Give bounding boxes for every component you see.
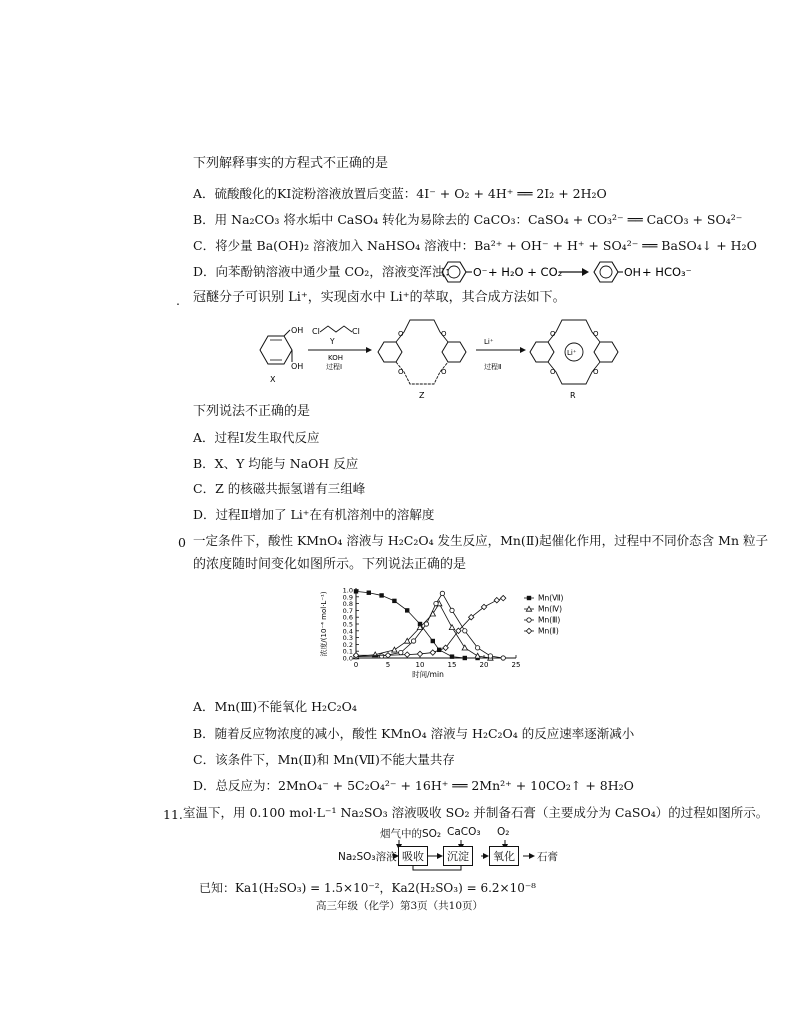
legend-label: Mn(Ⅶ) [538,593,564,603]
svg-text:OH: OH [291,362,304,371]
reagent-y [308,326,372,371]
series-2-point [379,654,383,658]
r-label: R [570,391,576,400]
series-3-point [430,650,435,655]
mn-concentration-chart [318,580,578,690]
y-tick-label: 0.8 [342,600,353,609]
svg-text:O: O [550,330,556,338]
series-0-point [392,599,396,603]
q8-d-equation [432,258,692,286]
y-tick-label: 1.0 [342,586,353,595]
series-1-point [449,625,454,630]
series-0-point [405,608,409,612]
q9-number: . [176,293,180,308]
svg-text:O: O [593,368,599,376]
series-2-point [488,654,492,658]
y-tick-label: 0.4 [342,627,353,636]
series-2-point [424,622,428,626]
d-eq-mid: + H₂O + CO₂ [488,265,563,279]
series-line-2 [356,593,503,658]
y-label: Y [330,337,335,346]
flow-top-o2: O₂ [497,826,510,838]
crown-ether-synthesis-figure [248,312,628,402]
series-0-point [463,656,467,660]
series-1-point [392,647,397,652]
y-tick-label: 0.5 [342,620,353,629]
q10-option-d: D．总反应为：2MnO₄⁻ + 5C₂O₄²⁻ + 16H⁺ ══ 2Mn²⁺ + 10CO₂↑ + 8H₂O [193,778,634,793]
x-tick-label: 20 [479,661,489,669]
q11-number: 11. [163,807,183,822]
x-label: X [270,375,276,384]
series-0-point [431,639,435,643]
series-3-point [385,653,390,658]
q9-stem: 冠醚分子可识别 Li⁺，实现卤水中 Li⁺的萃取，其合成方法如下。 [193,290,566,305]
x-axis-label: 时间/min [412,670,444,679]
compound-x [260,326,303,384]
x-tick-label: 0 [353,661,359,669]
series-2-point [475,646,479,650]
q10-stem-line1: 一定条件下，酸性 KMnO₄ 溶液与 H₂C₂O₄ 发生反应，Mn(Ⅱ)起催化作用，过程中不同价态含 Mn 粒子 [193,533,768,548]
o-minus-label: O⁻ [473,266,488,279]
svg-text:O: O [441,368,447,376]
svg-text:Li⁺: Li⁺ [484,338,494,346]
series-1-point [462,645,467,650]
legend-label: Mn(Ⅱ) [538,626,559,636]
series-0-point [450,654,454,658]
compound-z [378,320,466,400]
flow-input: Na₂SO₃溶液 [338,851,397,863]
q11-stem: 室温下，用 0.100 mol·L⁻¹ Na₂SO₃ 溶液吸收 SO₂ 并制备石膏（主要成分为 CaSO₄）的过程如图所示。 [183,805,769,820]
q10-option-c: C．该条件下，Mn(Ⅱ)和 Mn(Ⅶ)不能大量共存 [193,752,455,767]
q11-known: 已知：Ka1(H₂SO₃) = 1.5×10⁻²，Ka2(H₂SO₃) = 6.2×10⁻⁸ [199,881,536,895]
svg-text:过程Ⅰ: 过程Ⅰ [326,363,343,371]
q9-option-a: A．过程Ⅰ发生取代反应 [193,430,320,445]
series-0-point [379,593,383,597]
series-line-0 [356,591,490,658]
series-3-point [494,598,499,603]
q8-option-d: D．向苯酚钠溶液中通少量 CO₂，溶液变浑浊： [193,264,457,279]
legend-marker [527,596,531,600]
x-tick-label: 5 [385,661,391,669]
series-3-point [501,595,506,600]
svg-text:Cl: Cl [312,327,320,336]
svg-text:OH: OH [291,326,304,335]
d-eq-right: + HCO₃⁻ [642,265,692,279]
series-0-point [354,589,358,593]
x-tick-label: 25 [511,661,521,669]
legend-label: Mn(Ⅲ) [538,615,561,625]
legend-label: Mn(Ⅳ) [538,604,562,614]
series-2-point [450,608,454,612]
series-2-point [501,656,505,660]
series-2-point [440,591,444,595]
y-tick-label: 0.2 [342,640,353,649]
q8-option-b: B．用 Na₂CO₃ 将水垢中 CaSO₄ 转化为易除去的 CaCO₃：CaSO₄ + CO₃²⁻ ══ CaCO₃ + SO₄²⁻ [193,212,743,227]
x-tick-label: 15 [447,661,457,669]
q8-option-c: C．将少量 Ba(OH)₂ 溶液加入 NaHSO₄ 溶液中：Ba²⁺ + OH⁻ + H⁺ + SO₄²⁻ ══ BaSO₄↓ + H₂O [193,238,757,253]
series-0-point [367,591,371,595]
svg-text:过程Ⅱ: 过程Ⅱ [484,363,502,371]
series-2-point [434,601,438,605]
compound-r [530,320,618,400]
q10-option-b: B．随着反应物浓度的减小，酸性 KMnO₄ 溶液与 H₂C₂O₄ 的反应速率逐渐减小 [193,726,635,741]
q8-stem: 下列解释事实的方程式不正确的是 [193,156,389,171]
z-label: Z [419,391,425,400]
q10-number: 0 [178,535,186,550]
q9-stem2: 下列说法不正确的是 [193,404,311,419]
svg-text:Cl: Cl [352,327,360,336]
flow-top-caco3: CaCO₃ [447,826,481,838]
series-3-point [405,652,410,657]
y-axis-label: 浓度/(10⁻⁴ mol·L⁻¹) [320,591,328,657]
flow-box-precipitate: 沉淀 [443,846,473,866]
flow-output: 石膏 [537,851,558,863]
svg-text:KOH: KOH [328,354,343,362]
series-2-point [411,639,415,643]
svg-text:O: O [441,330,447,338]
flow-box-oxidize: 氧化 [489,846,519,866]
q10-stem-line2: 的浓度随时间变化如图所示。下列说法正确的是 [193,557,467,572]
svg-text:O: O [398,368,404,376]
series-2-point [463,629,467,633]
q8-option-a: A．硫酸酸化的KI淀粉溶液放置后变蓝：4I⁻ + O₂ + 4H⁺ ══ 2I₂ + 2H₂O [193,186,607,201]
flow-box-absorb: 吸收 [398,846,428,866]
series-1-point [475,653,480,658]
y-tick-label: 0.0 [342,654,353,663]
y-tick-label: 0.3 [342,634,353,643]
page-footer: 高三年级（化学）第3页（共10页） [316,900,484,912]
legend-marker [526,628,531,633]
q9-option-c: C．Z 的核磁共振氢谱有三组峰 [193,481,366,496]
y-tick-label: 0.6 [342,613,353,622]
step-2-arrow [476,338,526,371]
svg-text:O: O [398,330,404,338]
svg-text:Li⁺: Li⁺ [567,349,577,357]
q10-option-a: A．Mn(Ⅲ)不能氧化 H₂C₂O₄ [193,699,357,714]
x-tick-label: 10 [415,661,425,669]
y-tick-label: 0.1 [342,647,353,656]
phenolate-structure [442,262,488,282]
svg-text:O: O [550,368,556,376]
series-3-point [417,651,422,656]
y-tick-label: 0.7 [342,606,353,615]
oh-label: OH [624,266,641,279]
series-2-point [399,650,403,654]
legend-marker [527,618,531,622]
flow-top-so2: 烟气中的SO₂ [380,828,442,840]
series-line-1 [356,604,490,658]
y-tick-label: 0.9 [342,593,353,602]
q9-option-d: D．过程Ⅱ增加了 Li⁺在有机溶剂中的溶解度 [193,507,435,522]
svg-text:O: O [593,330,599,338]
phenol-structure [594,262,641,282]
q9-option-b: B．X、Y 均能与 NaOH 反应 [193,456,359,471]
